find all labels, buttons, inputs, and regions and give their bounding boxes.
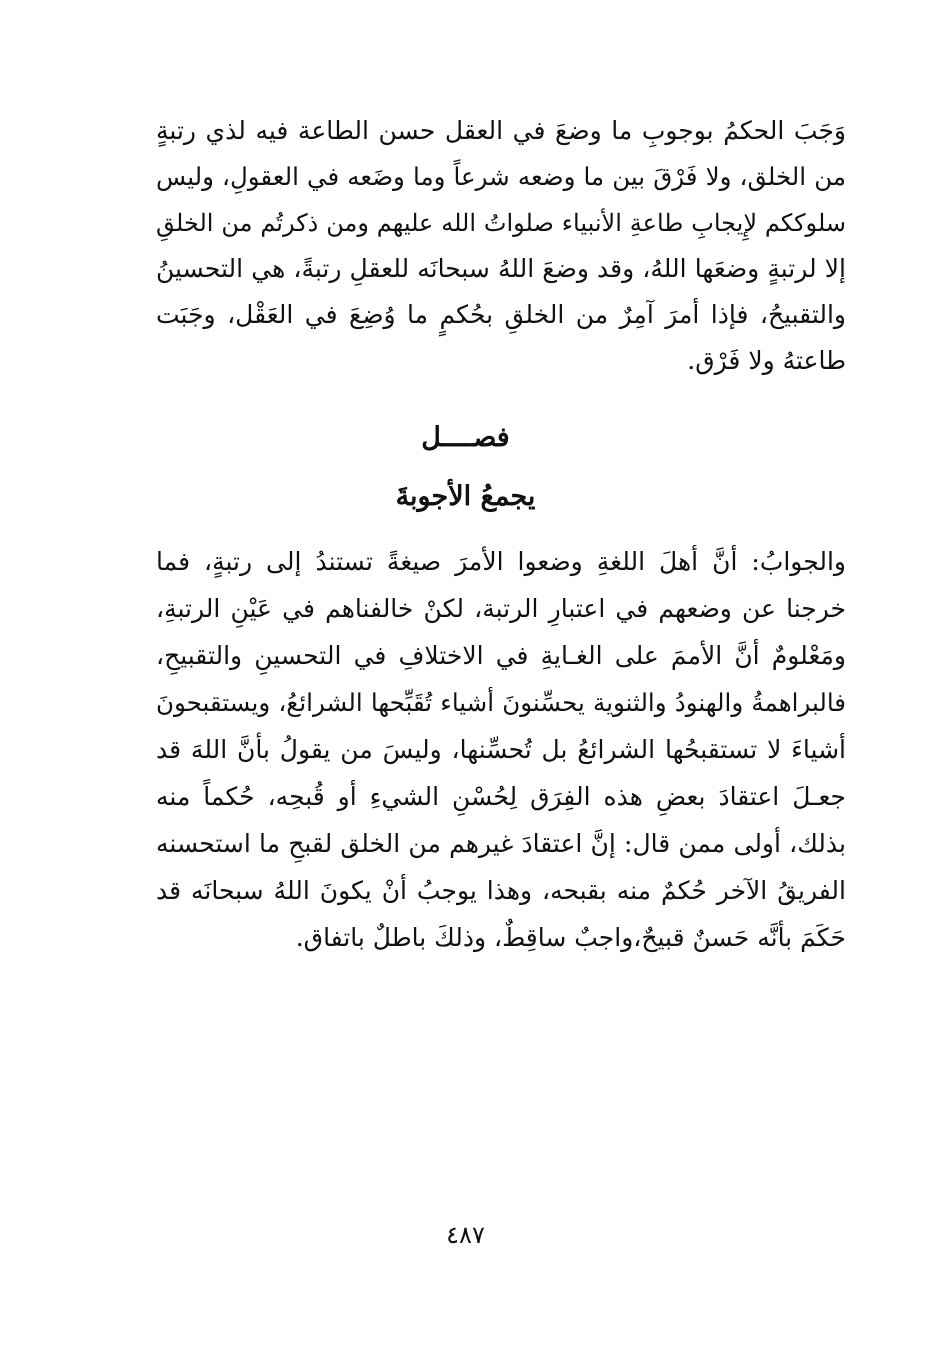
text-line: والجوابُ: أنَّ أهلَ اللغةِ وضعوا الأمرَ صيغةً تستندُ إلى رتبةٍ، فما <box>156 547 846 576</box>
text-line: من الخلق، ولا فَرْقَ بين ما وضعه شرعاً وما وضَعه في العقولِ، وليس <box>156 162 846 191</box>
text-line: بذلك، أولى ممن قال: إنَّ اعتقادَ غيرهم من الخلق لقبحِ ما استحسنه <box>156 829 846 858</box>
text-line: جعـلَ اعتقادَ بعضِ هذه الفِرَق لِحُسْنِ الشيءِ أو قُبحِه، حُكماً منه <box>156 782 846 811</box>
section-heading: فصــــل <box>421 422 510 453</box>
text-line-last: طاعتهُ ولا فَرْق. <box>687 346 846 375</box>
text-line: إلا لرتبةٍ وضعَها اللهُ، وقد وضعَ اللهُ سبحانَه للعقلِ رتبةً، هي التحسينُ <box>156 254 846 283</box>
text-line: وَجَبَ الحكمُ بوجوبِ ما وضعَ في العقل حسن الطاعة فيه لذي رتبةٍ <box>156 116 846 145</box>
text-line: سلوككم لإِيجابِ طاعةِ الأنبياء صلواتُ الله عليهم ومن ذكرتُم من الخلقِ <box>156 209 846 237</box>
text-line: ومَعْلومٌ أنَّ الأممَ على الغـايةِ في الاختلافِ في التحسينِ والتقبيحِ، <box>156 641 846 670</box>
text-line: أشياءَ لا تستقبحُها الشرائعُ بل تُحسِّنها، وليسَ من يقولُ بأنَّ اللهَ قد <box>156 735 846 764</box>
text-line-last: حَكَمَ بأنَّه حَسنٌ قبيحٌ،واجبٌ ساقِطٌ، وذلكَ باطلٌ باتفاق. <box>295 923 846 952</box>
page-number: ٤٨٧ <box>446 1221 485 1249</box>
text-line: خرجنا عن وضعهم في اعتبارِ الرتبة، لكنْ خالفناهم في عَيْنِ الرتبةِ، <box>156 594 846 623</box>
text-line: والتقبيحُ، فإذا أمرَ آمِرٌ من الخلقِ بحُكمٍ ما وُضِعَ في العَقْل، وجَبَت <box>156 300 846 329</box>
paragraph-1 <box>156 108 846 384</box>
paragraph-2 <box>156 538 846 961</box>
text-line: فالبراهمةُ والهنودُ والثنوية يحسِّنونَ أشياء تُقَبِّحها الشرائعُ، ويستقبحونَ <box>156 688 846 717</box>
text-line: الفريقُ الآخر حُكمٌ منه بقبحه، وهذا يوجبُ أنْ يكونَ اللهُ سبحانَه قد <box>156 876 846 905</box>
section-subheading: يجمعُ الأجوبةَ <box>395 481 536 512</box>
